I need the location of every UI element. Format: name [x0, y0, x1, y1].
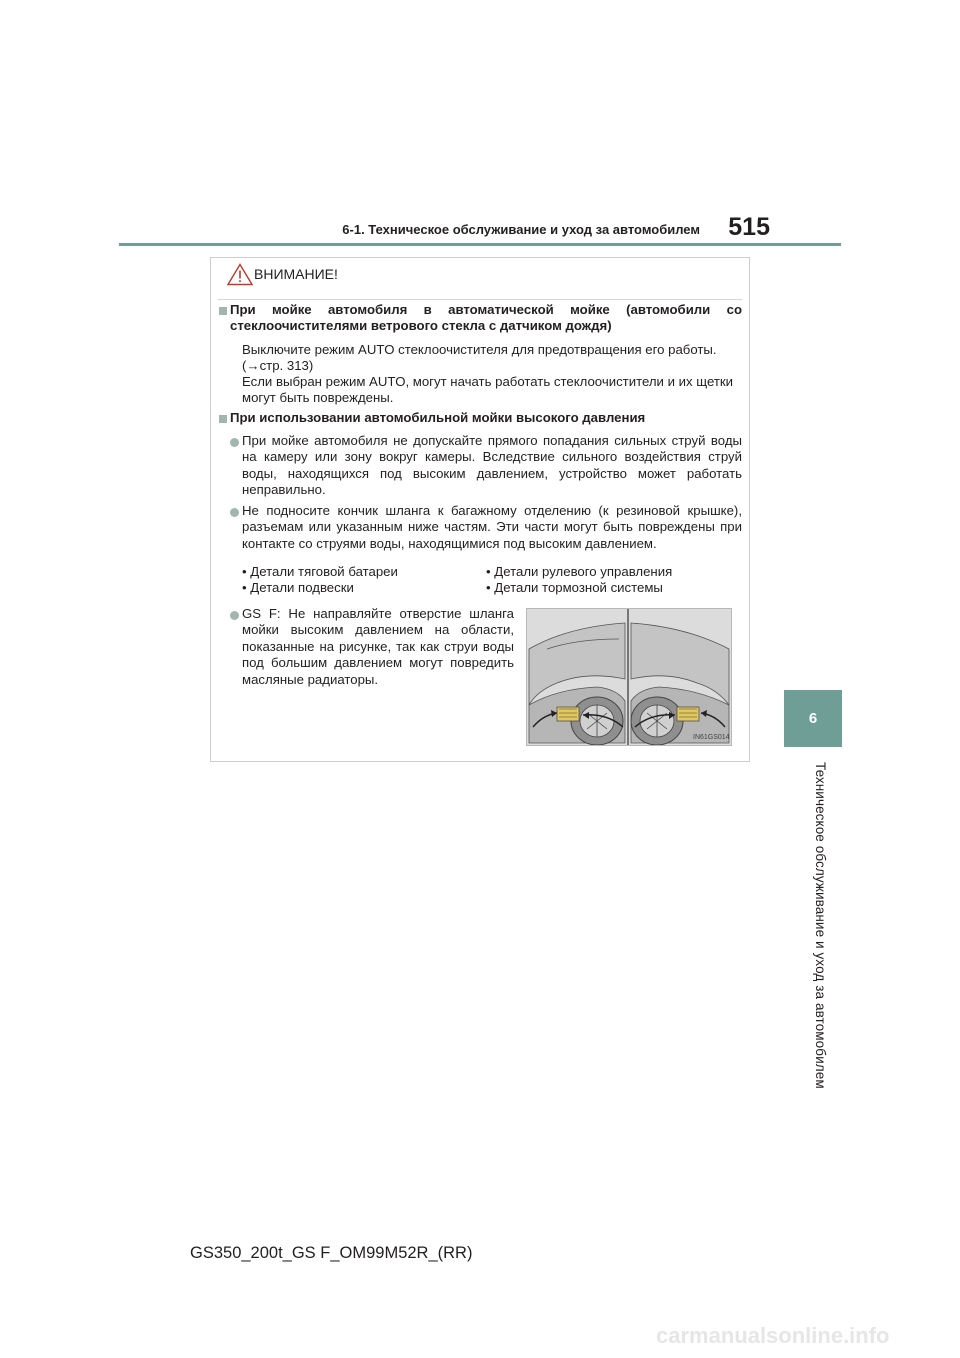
- section2-heading: При использовании автомобильной мойки высокого давления: [230, 410, 646, 425]
- section1-page-ref: (→стр. 313): [242, 358, 314, 373]
- bullet-gsf: GS F: Не направляйте отверстие шланга мойки высоким давлением на области, показанные на рисунке, так как струи воды под большим давлением могут повредить масляные радиаторы.: [242, 606, 514, 687]
- section1-para2: Если выбран режим AUTO, могут начать работать стеклоочистители и их щетки могут быть повреждены.: [242, 374, 734, 406]
- bullet-camera: При мойке автомобиля не допускайте прямого попадания сильных струй воды на камеру или зону вокруг камеры. Вследствие сильного воздействия струй воды, находящихся под высоким давлением, устройство может работать неправильно.: [242, 433, 742, 498]
- list-item: • Детали тормозной системы: [486, 580, 663, 595]
- car-front-illustration: [526, 608, 732, 746]
- bullet-dot-icon: [230, 438, 239, 447]
- section1-heading: При мойке автомобиля в автоматической мойке (автомобили со стеклоочистителями ветрового стекла с датчиком дождя): [230, 302, 742, 334]
- list-item: • Детали рулевого управления: [486, 564, 673, 579]
- header-rule: [119, 243, 841, 246]
- section-title: 6-1. Техническое обслуживание и уход за автомобилем: [342, 222, 700, 237]
- page-number: 515: [728, 213, 770, 241]
- caution-header: [211, 258, 749, 298]
- section-square-icon: [219, 307, 227, 315]
- car-illustration-image: [527, 609, 731, 745]
- section-square-icon: [219, 415, 227, 423]
- caution-box: [210, 257, 750, 762]
- caution-divider: [218, 299, 742, 300]
- list-item: • Детали подвески: [242, 580, 354, 595]
- figure-code: IN61GS014: [693, 734, 730, 741]
- bullet-dot-icon: [230, 611, 239, 620]
- document-code: GS350_200t_GS F_OM99M52R_(RR): [190, 1244, 473, 1262]
- chapter-tab-label: Техническое обслуживание и уход за автомобилем: [813, 762, 828, 1089]
- warning-icon: [227, 263, 253, 286]
- bullet-hose: Не подносите кончик шланга к багажному отделению (к резиновой крышке), разъемам или указанным ниже частям. Эти части могут быть повреждены при контакте со струями воды, находящимися под высоким давлением.: [242, 503, 742, 551]
- bullet-dot-icon: [230, 508, 239, 517]
- watermark: carmanualsonline.info: [656, 1323, 890, 1348]
- chapter-tab-number: 6: [784, 690, 842, 747]
- caution-title: ВНИМАНИЕ!: [254, 266, 338, 282]
- list-item: • Детали тяговой батареи: [242, 564, 398, 579]
- section1-para1: Выключите режим AUTO стеклоочистителя для предотвращения его работы.: [242, 342, 717, 357]
